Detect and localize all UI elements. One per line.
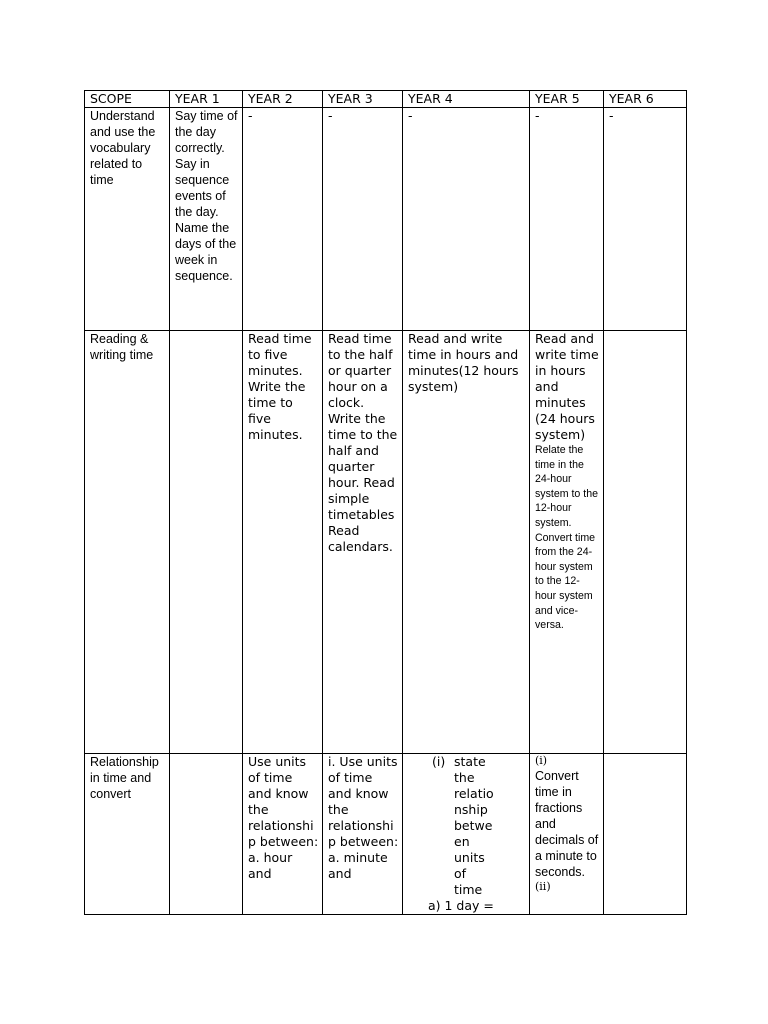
- year-4-cell: -: [403, 108, 530, 331]
- scope-cell: Relationship in time and convert: [85, 754, 170, 915]
- header-year-2: YEAR 2: [243, 91, 323, 108]
- scope-cell: Understand and use the vocabulary related to time: [85, 108, 170, 331]
- header-year-3: YEAR 3: [323, 91, 403, 108]
- year-2-cell: Read time to five minutes. Write the time to five minutes.: [243, 331, 323, 754]
- year-2-cell: Use units of time and know the relationship between: a. hour and: [243, 754, 323, 915]
- year-5-relate-text: Relate the time in the 24-hour system to the 12-hour system. Convert time from the 24-hour system to the 12-hour system and vice-versa.: [535, 444, 598, 632]
- year-4-list-text: state the relationship between units of time: [454, 754, 494, 897]
- list-marker: (ii): [535, 880, 551, 893]
- year-2-cell: -: [243, 108, 323, 331]
- year-5-convert-text: Convert time in fractions and decimals of a minute to seconds.: [535, 769, 599, 879]
- year-4-cell: [403, 754, 530, 915]
- year-5-cell: [530, 754, 604, 915]
- header-row: [85, 91, 687, 108]
- year-3-cell: Read time to the half or quarter hour on a clock. Write the time to the half and quarter hour. Read simple timetables Read calendars.: [323, 331, 403, 754]
- table-row: [85, 754, 687, 915]
- year-6-cell: [604, 331, 687, 754]
- list-marker: (i): [432, 754, 446, 769]
- list-marker: (i): [535, 754, 548, 767]
- year-6-cell: -: [604, 108, 687, 331]
- curriculum-table: [84, 90, 687, 915]
- year-3-cell: i. Use units of time and know the relationship between: a. minute and: [323, 754, 403, 915]
- header-year-6: YEAR 6: [604, 91, 687, 108]
- header-year-5: YEAR 5: [530, 91, 604, 108]
- header-year-1: YEAR 1: [170, 91, 243, 108]
- year-1-cell: [170, 754, 243, 915]
- year-5-reading-text: Read and write time in hours and minutes (24 hours system): [535, 331, 599, 442]
- year-3-cell: -: [323, 108, 403, 331]
- header-year-4: YEAR 4: [403, 91, 530, 108]
- year-1-cell: Say time of the day correctly. Say in sequence events of the day. Name the days of the week in sequence.: [170, 108, 243, 331]
- year-6-cell: [604, 754, 687, 915]
- year-5-cell: -: [530, 108, 604, 331]
- year-1-cell: [170, 331, 243, 754]
- year-5-cell: [530, 331, 604, 754]
- header-scope: SCOPE: [85, 91, 170, 108]
- table-row: [85, 331, 687, 754]
- scope-cell: Reading & writing time: [85, 331, 170, 754]
- year-4-marker-text: [449, 754, 453, 769]
- year-4-subitem: a) 1 day =: [428, 898, 494, 913]
- year-4-cell: Read and write time in hours and minutes(12 hours system): [403, 331, 530, 754]
- table-row: [85, 108, 687, 331]
